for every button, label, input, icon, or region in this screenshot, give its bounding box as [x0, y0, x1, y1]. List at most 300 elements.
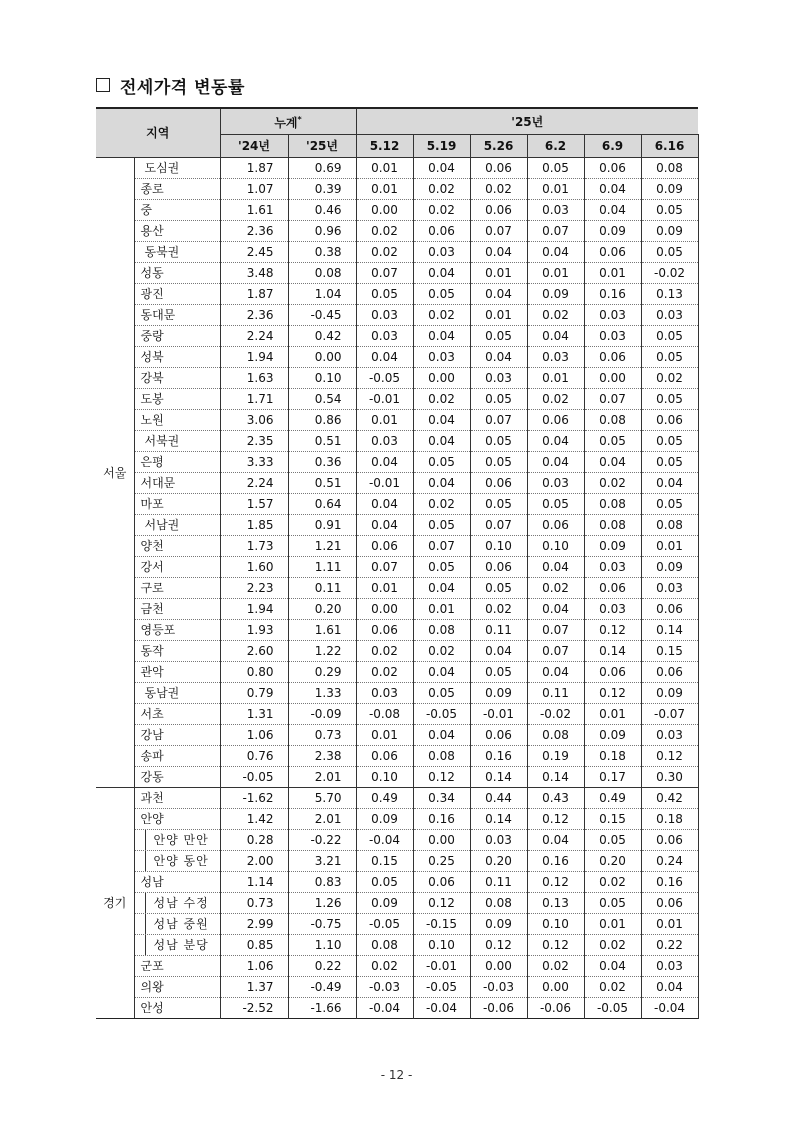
value-cell: -0.05: [356, 368, 413, 389]
value-cell: 0.09: [641, 179, 698, 200]
value-cell: 0.09: [584, 221, 641, 242]
table-row: [96, 410, 698, 431]
table-row: [96, 662, 698, 683]
region-name: 안성: [134, 998, 220, 1019]
value-cell: -0.04: [641, 998, 698, 1019]
value-cell: 0.05: [470, 326, 527, 347]
value-cell: 0.96: [288, 221, 356, 242]
value-cell: 0.01: [470, 263, 527, 284]
region-name: 강서: [134, 557, 220, 578]
value-cell: 1.94: [220, 347, 288, 368]
value-cell: 0.04: [641, 977, 698, 998]
region-name: [134, 851, 220, 872]
header-col: 6.2: [527, 135, 584, 158]
value-cell: 0.24: [641, 851, 698, 872]
value-cell: 0.28: [220, 830, 288, 851]
value-cell: 2.36: [220, 305, 288, 326]
value-cell: 0.03: [413, 242, 470, 263]
value-cell: 0.14: [527, 767, 584, 788]
header-cumulative: [220, 108, 356, 135]
value-cell: 0.85: [220, 935, 288, 956]
value-cell: 0.04: [527, 326, 584, 347]
value-cell: 0.04: [527, 599, 584, 620]
value-cell: 0.06: [356, 746, 413, 767]
value-cell: 0.06: [641, 662, 698, 683]
value-cell: 0.12: [584, 620, 641, 641]
table-row: [96, 452, 698, 473]
value-cell: -0.03: [356, 977, 413, 998]
value-cell: -1.62: [220, 788, 288, 809]
value-cell: 0.05: [641, 200, 698, 221]
value-cell: -0.01: [356, 389, 413, 410]
value-cell: 0.08: [641, 158, 698, 179]
value-cell: 0.09: [584, 536, 641, 557]
region-name: 광진: [134, 284, 220, 305]
header-region: 지역: [96, 108, 220, 158]
value-cell: 0.04: [527, 431, 584, 452]
table-row: [96, 725, 698, 746]
value-cell: 0.06: [470, 473, 527, 494]
value-cell: -0.08: [356, 704, 413, 725]
value-cell: 0.20: [288, 599, 356, 620]
value-cell: 0.13: [527, 893, 584, 914]
value-cell: -0.07: [641, 704, 698, 725]
value-cell: 0.05: [356, 284, 413, 305]
value-cell: 0.00: [584, 368, 641, 389]
value-cell: 1.63: [220, 368, 288, 389]
region-name: 도심권: [134, 158, 220, 179]
value-cell: 2.24: [220, 326, 288, 347]
value-cell: 0.25: [413, 851, 470, 872]
value-cell: 2.24: [220, 473, 288, 494]
value-cell: 0.11: [288, 578, 356, 599]
value-cell: 0.30: [641, 767, 698, 788]
value-cell: 0.03: [413, 347, 470, 368]
table-row: [96, 767, 698, 788]
value-cell: 0.15: [356, 851, 413, 872]
region-name: 송파: [134, 746, 220, 767]
value-cell: 0.00: [356, 200, 413, 221]
value-cell: 0.12: [470, 935, 527, 956]
value-cell: 1.94: [220, 599, 288, 620]
value-cell: 0.07: [356, 557, 413, 578]
value-cell: -0.02: [527, 704, 584, 725]
table-row: [96, 536, 698, 557]
value-cell: 0.03: [641, 725, 698, 746]
value-cell: 0.05: [413, 284, 470, 305]
value-cell: 1.06: [220, 725, 288, 746]
value-cell: 0.08: [584, 515, 641, 536]
value-cell: 0.43: [527, 788, 584, 809]
value-cell: 0.02: [413, 179, 470, 200]
value-cell: 1.26: [288, 893, 356, 914]
header-col: '24년: [220, 135, 288, 158]
value-cell: 0.00: [288, 347, 356, 368]
value-cell: 0.16: [584, 284, 641, 305]
value-cell: 0.44: [470, 788, 527, 809]
value-cell: 0.03: [584, 305, 641, 326]
value-cell: 1.14: [220, 872, 288, 893]
value-cell: 0.04: [527, 452, 584, 473]
value-cell: 0.05: [527, 158, 584, 179]
group-label: 경기: [96, 788, 134, 1019]
value-cell: 0.07: [527, 641, 584, 662]
region-name: 노원: [134, 410, 220, 431]
table-row: [96, 851, 698, 872]
value-cell: 0.07: [527, 620, 584, 641]
value-cell: 0.12: [527, 935, 584, 956]
value-cell: 0.05: [641, 389, 698, 410]
table-row: [96, 578, 698, 599]
value-cell: 0.06: [470, 158, 527, 179]
value-cell: 2.00: [220, 851, 288, 872]
value-cell: 0.03: [527, 200, 584, 221]
value-cell: 0.04: [413, 326, 470, 347]
table-row: [96, 221, 698, 242]
value-cell: 0.09: [470, 914, 527, 935]
region-sub-name: 안양 동안: [145, 851, 209, 871]
value-cell: 0.08: [356, 935, 413, 956]
value-cell: 0.07: [470, 410, 527, 431]
value-cell: 0.86: [288, 410, 356, 431]
header-col: 5.26: [470, 135, 527, 158]
value-cell: -0.75: [288, 914, 356, 935]
value-cell: 1.06: [220, 956, 288, 977]
table-body: [96, 158, 698, 1019]
value-cell: -0.05: [220, 767, 288, 788]
value-cell: 0.02: [413, 641, 470, 662]
value-cell: 0.04: [413, 662, 470, 683]
value-cell: 0.05: [356, 872, 413, 893]
table-row: [96, 263, 698, 284]
value-cell: 0.01: [527, 263, 584, 284]
value-cell: 0.15: [584, 809, 641, 830]
value-cell: 0.05: [413, 683, 470, 704]
table-row: [96, 872, 698, 893]
value-cell: 0.03: [641, 578, 698, 599]
value-cell: 0.76: [220, 746, 288, 767]
value-cell: 0.69: [288, 158, 356, 179]
value-cell: 0.16: [527, 851, 584, 872]
value-cell: 0.04: [356, 515, 413, 536]
value-cell: 0.02: [527, 305, 584, 326]
value-cell: -0.01: [413, 956, 470, 977]
value-cell: 0.02: [356, 662, 413, 683]
table-row: [96, 935, 698, 956]
table-row: [96, 977, 698, 998]
value-cell: 0.10: [288, 368, 356, 389]
value-cell: 0.38: [288, 242, 356, 263]
value-cell: 0.09: [470, 683, 527, 704]
value-cell: 5.70: [288, 788, 356, 809]
value-cell: 2.23: [220, 578, 288, 599]
value-cell: 1.60: [220, 557, 288, 578]
value-cell: 0.07: [470, 221, 527, 242]
value-cell: -2.52: [220, 998, 288, 1019]
value-cell: 0.01: [527, 179, 584, 200]
value-cell: 0.02: [413, 389, 470, 410]
region-name: [134, 830, 220, 851]
table-row: [96, 809, 698, 830]
value-cell: 0.02: [584, 977, 641, 998]
value-cell: 0.07: [356, 263, 413, 284]
region-name: 동대문: [134, 305, 220, 326]
section-title: [96, 72, 245, 98]
table-row: [96, 158, 698, 179]
value-cell: 0.04: [413, 473, 470, 494]
region-sub-name: 성남 분당: [145, 935, 209, 955]
region-name: 안양: [134, 809, 220, 830]
value-cell: 0.02: [413, 305, 470, 326]
value-cell: 0.04: [584, 452, 641, 473]
value-cell: 3.06: [220, 410, 288, 431]
value-cell: 0.06: [584, 578, 641, 599]
value-cell: 0.03: [641, 305, 698, 326]
value-cell: 0.34: [413, 788, 470, 809]
value-cell: 0.01: [584, 704, 641, 725]
region-name: 동남권: [134, 683, 220, 704]
value-cell: 1.71: [220, 389, 288, 410]
table-row: [96, 305, 698, 326]
value-cell: 0.00: [356, 599, 413, 620]
value-cell: 0.54: [288, 389, 356, 410]
region-name: 과천: [134, 788, 220, 809]
table-row: [96, 326, 698, 347]
value-cell: 1.04: [288, 284, 356, 305]
value-cell: 0.06: [584, 158, 641, 179]
value-cell: 0.09: [641, 557, 698, 578]
value-cell: 0.01: [470, 305, 527, 326]
table-row: [96, 956, 698, 977]
value-cell: 0.06: [641, 410, 698, 431]
value-cell: 0.05: [527, 494, 584, 515]
value-cell: 0.07: [584, 389, 641, 410]
value-cell: 0.12: [527, 872, 584, 893]
value-cell: 2.45: [220, 242, 288, 263]
value-cell: 0.05: [470, 494, 527, 515]
value-cell: 1.07: [220, 179, 288, 200]
value-cell: 1.87: [220, 158, 288, 179]
value-cell: 0.08: [288, 263, 356, 284]
value-cell: 0.03: [584, 557, 641, 578]
value-cell: -0.05: [413, 977, 470, 998]
table-row: [96, 473, 698, 494]
value-cell: 0.08: [527, 725, 584, 746]
table-row: [96, 893, 698, 914]
value-cell: 0.02: [527, 389, 584, 410]
value-cell: -1.66: [288, 998, 356, 1019]
value-cell: 0.11: [470, 872, 527, 893]
table-row: [96, 998, 698, 1019]
value-cell: 0.04: [413, 578, 470, 599]
table-row: [96, 683, 698, 704]
value-cell: 1.57: [220, 494, 288, 515]
region-name: [134, 893, 220, 914]
value-cell: 0.02: [584, 872, 641, 893]
value-cell: 0.04: [527, 242, 584, 263]
value-cell: 0.12: [413, 767, 470, 788]
table-row: [96, 347, 698, 368]
value-cell: 2.60: [220, 641, 288, 662]
region-sub-name: 안양 만안: [145, 830, 209, 850]
value-cell: -0.04: [356, 830, 413, 851]
value-cell: 0.04: [413, 431, 470, 452]
value-cell: -0.45: [288, 305, 356, 326]
value-cell: 0.05: [470, 431, 527, 452]
value-cell: 0.07: [527, 221, 584, 242]
region-name: 서대문: [134, 473, 220, 494]
value-cell: 2.35: [220, 431, 288, 452]
value-cell: 0.12: [527, 809, 584, 830]
value-cell: 0.73: [220, 893, 288, 914]
value-cell: 0.10: [527, 914, 584, 935]
value-cell: 2.01: [288, 767, 356, 788]
value-cell: 2.38: [288, 746, 356, 767]
value-cell: 0.10: [470, 536, 527, 557]
value-cell: 3.48: [220, 263, 288, 284]
value-cell: 0.10: [527, 536, 584, 557]
table-row: [96, 431, 698, 452]
value-cell: 0.01: [356, 578, 413, 599]
value-cell: 0.03: [356, 326, 413, 347]
value-cell: 1.87: [220, 284, 288, 305]
value-cell: 0.83: [288, 872, 356, 893]
table-row: [96, 368, 698, 389]
value-cell: 0.06: [584, 242, 641, 263]
value-cell: 0.02: [641, 368, 698, 389]
region-name: 양천: [134, 536, 220, 557]
value-cell: 0.19: [527, 746, 584, 767]
value-cell: 0.09: [356, 893, 413, 914]
value-cell: 0.01: [413, 599, 470, 620]
value-cell: 0.05: [641, 494, 698, 515]
value-cell: 0.06: [641, 893, 698, 914]
value-cell: 1.11: [288, 557, 356, 578]
region-name: 서초: [134, 704, 220, 725]
value-cell: 0.04: [470, 284, 527, 305]
value-cell: 0.12: [413, 893, 470, 914]
value-cell: 0.03: [470, 368, 527, 389]
value-cell: 0.04: [527, 830, 584, 851]
value-cell: -0.06: [527, 998, 584, 1019]
table-row: [96, 284, 698, 305]
value-cell: 1.33: [288, 683, 356, 704]
region-name: [134, 914, 220, 935]
value-cell: 0.42: [288, 326, 356, 347]
value-cell: 0.79: [220, 683, 288, 704]
region-name: 관악: [134, 662, 220, 683]
title-text: 전세가격 변동률: [120, 77, 245, 98]
value-cell: 0.02: [413, 494, 470, 515]
region-name: 은평: [134, 452, 220, 473]
table-row: [96, 179, 698, 200]
value-cell: 0.08: [584, 410, 641, 431]
value-cell: 0.29: [288, 662, 356, 683]
value-cell: -0.49: [288, 977, 356, 998]
table-row: [96, 914, 698, 935]
value-cell: 0.05: [641, 326, 698, 347]
value-cell: 0.14: [470, 767, 527, 788]
value-cell: -0.01: [470, 704, 527, 725]
region-name: 중: [134, 200, 220, 221]
value-cell: 0.02: [356, 956, 413, 977]
value-cell: 0.04: [584, 179, 641, 200]
value-cell: 0.20: [470, 851, 527, 872]
table-row: [96, 557, 698, 578]
value-cell: 0.06: [413, 221, 470, 242]
value-cell: 0.04: [470, 641, 527, 662]
value-cell: 2.99: [220, 914, 288, 935]
value-cell: 0.05: [584, 893, 641, 914]
value-cell: -0.04: [413, 998, 470, 1019]
header-cumulative-mark: *: [297, 115, 302, 124]
value-cell: 0.80: [220, 662, 288, 683]
region-name: [134, 935, 220, 956]
value-cell: 0.06: [527, 410, 584, 431]
value-cell: 0.00: [413, 368, 470, 389]
value-cell: 0.06: [584, 347, 641, 368]
value-cell: 0.06: [356, 620, 413, 641]
value-cell: 0.05: [641, 347, 698, 368]
region-name: 군포: [134, 956, 220, 977]
value-cell: 0.03: [527, 347, 584, 368]
header-row-1: [96, 108, 698, 135]
value-cell: 0.49: [584, 788, 641, 809]
table-row: [96, 830, 698, 851]
value-cell: 0.03: [356, 431, 413, 452]
value-cell: 0.03: [356, 683, 413, 704]
value-cell: 0.03: [584, 326, 641, 347]
value-cell: 0.04: [413, 410, 470, 431]
value-cell: 3.21: [288, 851, 356, 872]
region-name: 도봉: [134, 389, 220, 410]
value-cell: 0.08: [470, 893, 527, 914]
table-row: [96, 599, 698, 620]
value-cell: 0.06: [527, 515, 584, 536]
value-cell: 0.15: [641, 641, 698, 662]
region-name: 강북: [134, 368, 220, 389]
region-name: 강동: [134, 767, 220, 788]
value-cell: 0.05: [641, 452, 698, 473]
value-cell: 0.01: [356, 179, 413, 200]
value-cell: 0.08: [584, 494, 641, 515]
value-cell: 0.07: [470, 515, 527, 536]
value-cell: -0.02: [641, 263, 698, 284]
region-name: 강남: [134, 725, 220, 746]
value-cell: 3.33: [220, 452, 288, 473]
value-cell: 0.04: [356, 452, 413, 473]
value-cell: 1.22: [288, 641, 356, 662]
value-cell: 0.04: [413, 158, 470, 179]
value-cell: 0.10: [356, 767, 413, 788]
value-cell: -0.15: [413, 914, 470, 935]
value-cell: 0.01: [584, 263, 641, 284]
table-row: [96, 704, 698, 725]
checkbox-square-icon: [96, 78, 110, 92]
region-name: 성남: [134, 872, 220, 893]
table-row: [96, 494, 698, 515]
header-col: 5.12: [356, 135, 413, 158]
value-cell: 0.04: [470, 347, 527, 368]
jeonse-price-change-table: [96, 107, 699, 1019]
value-cell: 0.06: [641, 599, 698, 620]
value-cell: 0.01: [584, 914, 641, 935]
region-name: 의왕: [134, 977, 220, 998]
value-cell: 0.05: [470, 578, 527, 599]
value-cell: 0.39: [288, 179, 356, 200]
region-name: 영등포: [134, 620, 220, 641]
table-row: [96, 746, 698, 767]
